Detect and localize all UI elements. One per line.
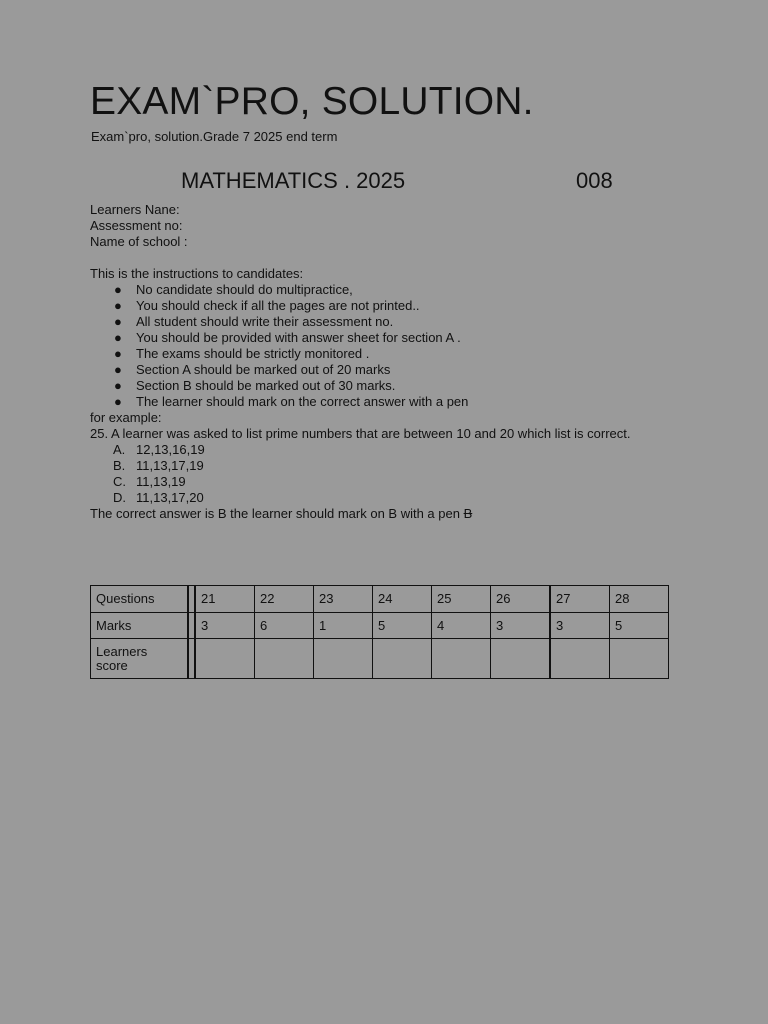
option-text: 11,13,17,19 [136, 458, 204, 473]
score-entry-cell [610, 639, 669, 679]
option-text: 11,13,19 [136, 474, 186, 489]
table-gap-cell [188, 586, 195, 613]
marks-cell: 3 [491, 613, 551, 639]
answer-text: The correct answer is B the learner should mark on B with a pen [90, 506, 464, 521]
option-text: 11,13,17,20 [136, 490, 204, 505]
instruction-text: No candidate should do multipractice, [136, 282, 353, 297]
paper-code: 008 [576, 168, 613, 193]
instruction-item [90, 314, 730, 330]
example-answer [90, 506, 730, 522]
row-label-learners-score: Learners score [91, 639, 189, 679]
bullet-icon: ● [114, 346, 122, 361]
score-entry-cell [550, 639, 610, 679]
instruction-item [90, 298, 730, 314]
option-letter: C. [113, 474, 126, 489]
marks-cell: 5 [373, 613, 432, 639]
question-number-cell: 25 [432, 586, 491, 613]
question-number-cell: 28 [610, 586, 669, 613]
option-letter: B. [113, 458, 126, 473]
score-entry-cell [491, 639, 551, 679]
instruction-text: The learner should mark on the correct answer with a pen [136, 394, 469, 409]
table-gap-cell [188, 613, 195, 639]
score-entry-cell [255, 639, 314, 679]
table-row-learners-score [91, 639, 669, 679]
bullet-icon: ● [114, 298, 122, 313]
question-number-cell: 27 [550, 586, 610, 613]
exam-subtitle: Exam`pro, solution.Grade 7 2025 end term [91, 129, 338, 144]
option-letter: A. [113, 442, 126, 457]
marks-cell: 5 [610, 613, 669, 639]
question-number-cell: 22 [255, 586, 314, 613]
table-row-questions [91, 586, 669, 613]
table-gap-cell [188, 639, 195, 679]
instruction-text: You should be provided with answer sheet for section A . [136, 330, 461, 345]
row-label-questions: Questions [91, 586, 189, 613]
instruction-item [90, 282, 730, 298]
question-number-cell: 21 [195, 586, 255, 613]
bullet-icon: ● [114, 330, 122, 345]
instructions-heading: This is the instructions to candidates: [90, 266, 304, 281]
instruction-item [90, 362, 730, 378]
exam-body [90, 202, 730, 522]
page-title: EXAM`PRO, SOLUTION. [90, 80, 534, 123]
instruction-text: The exams should be strictly monitored . [136, 346, 370, 361]
option-text: 12,13,16,19 [136, 442, 205, 457]
score-entry-cell [432, 639, 491, 679]
score-entry-cell [314, 639, 373, 679]
instruction-item [90, 330, 730, 346]
answer-options [90, 442, 730, 506]
bullet-icon: ● [114, 394, 122, 409]
marks-cell: 3 [550, 613, 610, 639]
assessment-number-field: Assessment no: [90, 218, 183, 233]
answer-option [90, 490, 730, 506]
marks-cell: 4 [432, 613, 491, 639]
instruction-text: All student should write their assessment no. [136, 314, 394, 329]
bullet-icon: ● [114, 282, 122, 297]
option-letter: D. [113, 490, 126, 505]
marks-cell: 3 [195, 613, 255, 639]
marks-cell: 1 [314, 613, 373, 639]
score-table [90, 585, 669, 679]
table-row-marks [91, 613, 669, 639]
spacer [90, 250, 730, 266]
row-label-marks: Marks [91, 613, 189, 639]
score-entry-cell [373, 639, 432, 679]
instruction-item [90, 394, 730, 410]
marked-answer: B [463, 506, 473, 521]
answer-option [90, 474, 730, 490]
marks-cell: 6 [255, 613, 314, 639]
instruction-text: Section A should be marked out of 20 marks [136, 362, 391, 377]
bullet-icon: ● [114, 378, 122, 393]
instruction-item [90, 346, 730, 362]
question-number-cell: 23 [314, 586, 373, 613]
score-entry-cell [195, 639, 255, 679]
example-intro: for example: [90, 410, 162, 425]
question-number-cell: 26 [491, 586, 551, 613]
bullet-icon: ● [114, 362, 122, 377]
answer-option [90, 458, 730, 474]
question-number-cell: 24 [373, 586, 432, 613]
school-name-field: Name of school : [90, 234, 188, 249]
instruction-text: You should check if all the pages are not printed.. [136, 298, 420, 313]
learner-name-field: Learners Nane: [90, 202, 180, 217]
instruction-item [90, 378, 730, 394]
instruction-text: Section B should be marked out of 30 marks. [136, 378, 396, 393]
bullet-icon: ● [114, 314, 122, 329]
subject-heading: MATHEMATICS . 2025 [181, 168, 406, 193]
answer-option [90, 442, 730, 458]
example-question: 25. A learner was asked to list prime numbers that are between 10 and 20 which list is correct. [90, 426, 631, 441]
instructions-list [90, 282, 730, 410]
